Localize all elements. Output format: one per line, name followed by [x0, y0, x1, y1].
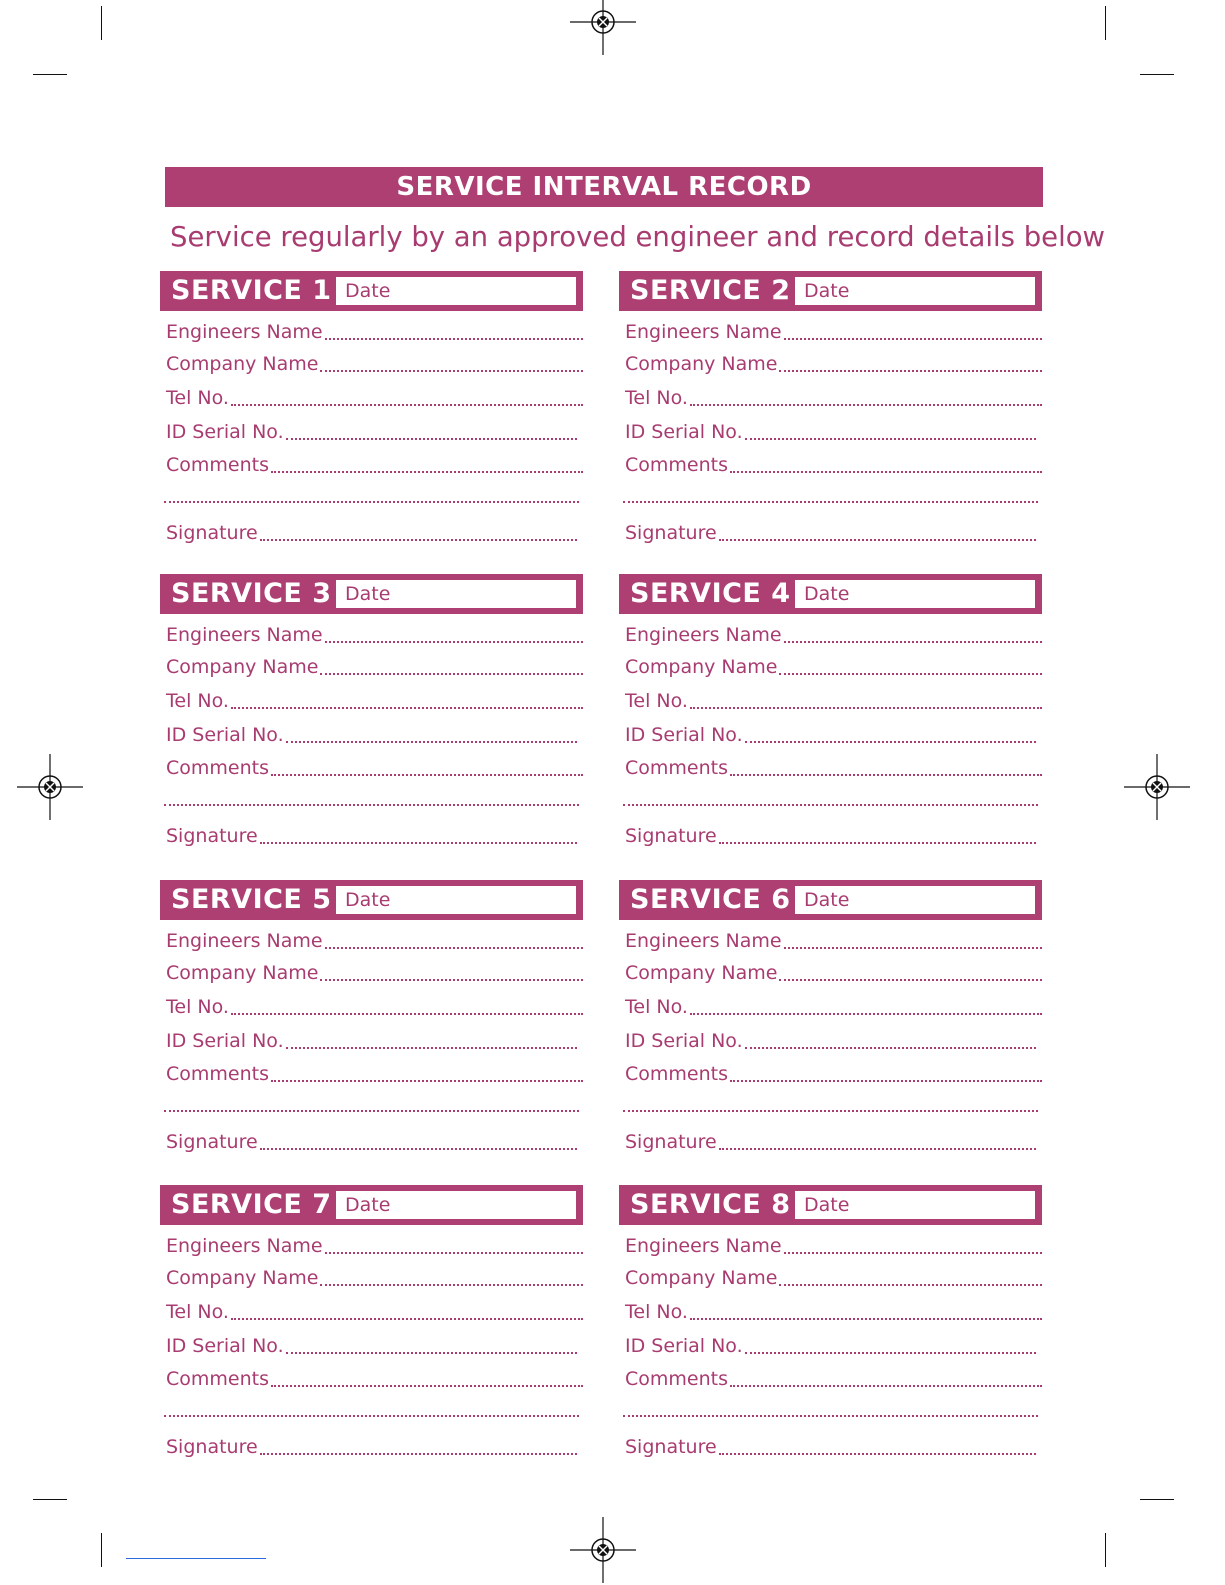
- company-name-field[interactable]: [625, 650, 1042, 680]
- company-name-field[interactable]: [625, 347, 1042, 377]
- comments-label: Comments: [166, 1063, 269, 1085]
- engineers-name-label: Engineers Name: [625, 624, 782, 646]
- comments-field[interactable]: [625, 1057, 1042, 1087]
- date-field[interactable]: [795, 277, 1035, 305]
- fill-line: [690, 1013, 1042, 1015]
- id-serial-no-field[interactable]: [625, 415, 1036, 445]
- fill-line: [286, 438, 577, 440]
- service-title: SERVICE 8: [630, 1189, 791, 1220]
- company-name-field[interactable]: [625, 956, 1042, 986]
- tel-no-field[interactable]: [166, 381, 583, 411]
- engineers-name-field[interactable]: [625, 618, 1042, 648]
- signature-field[interactable]: [166, 516, 577, 546]
- service-block-4: [619, 574, 1042, 864]
- fill-line: [320, 370, 583, 372]
- fill-line: [690, 1318, 1042, 1320]
- signature-label: Signature: [166, 825, 258, 847]
- fill-line: [784, 1252, 1042, 1254]
- service-block-2: [619, 271, 1042, 561]
- comments-label: Comments: [625, 1368, 728, 1390]
- id-serial-no-label: ID Serial No.: [625, 724, 743, 746]
- signature-field[interactable]: [166, 1430, 577, 1460]
- service-header: [619, 880, 1042, 920]
- id-serial-no-label: ID Serial No.: [166, 724, 284, 746]
- comments-extra-line[interactable]: [623, 1110, 1038, 1112]
- registration-mark-icon: [568, 0, 638, 57]
- date-field[interactable]: [336, 886, 576, 914]
- date-label: Date: [804, 280, 850, 302]
- engineers-name-field[interactable]: [625, 1229, 1042, 1259]
- engineers-name-field[interactable]: [166, 1229, 583, 1259]
- comments-label: Comments: [625, 1063, 728, 1085]
- date-field[interactable]: [795, 580, 1035, 608]
- fill-line: [779, 1284, 1042, 1286]
- date-label: Date: [345, 889, 391, 911]
- page-subtitle: Service regularly by an approved engineer and record details below: [170, 221, 1106, 253]
- id-serial-no-field[interactable]: [625, 1329, 1036, 1359]
- id-serial-no-field[interactable]: [166, 1329, 577, 1359]
- fill-line: [719, 842, 1036, 844]
- tel-no-field[interactable]: [166, 1295, 583, 1325]
- fill-line: [784, 338, 1042, 340]
- fill-line: [260, 539, 577, 541]
- fill-line: [320, 979, 583, 981]
- service-block-1: [160, 271, 583, 561]
- company-name-label: Company Name: [625, 962, 778, 984]
- fill-line: [325, 641, 583, 643]
- company-name-label: Company Name: [625, 656, 778, 678]
- signature-label: Signature: [166, 1131, 258, 1153]
- comments-field[interactable]: [625, 751, 1042, 781]
- comments-label: Comments: [625, 757, 728, 779]
- registration-mark-icon: [568, 1515, 638, 1585]
- date-field[interactable]: [336, 277, 576, 305]
- tel-no-field[interactable]: [625, 990, 1042, 1020]
- fill-line: [719, 539, 1036, 541]
- id-serial-no-label: ID Serial No.: [625, 1030, 743, 1052]
- signature-label: Signature: [625, 825, 717, 847]
- date-field[interactable]: [795, 886, 1035, 914]
- fill-line: [260, 842, 577, 844]
- id-serial-no-field[interactable]: [625, 1024, 1036, 1054]
- id-serial-no-label: ID Serial No.: [625, 421, 743, 443]
- registration-mark-icon: [1122, 752, 1192, 822]
- fill-line: [779, 979, 1042, 981]
- fill-line: [745, 1352, 1036, 1354]
- service-header: [160, 880, 583, 920]
- company-name-field[interactable]: [166, 347, 583, 377]
- fill-line: [719, 1148, 1036, 1150]
- signature-label: Signature: [625, 522, 717, 544]
- crop-mark: [33, 1499, 67, 1500]
- service-block-8: [619, 1185, 1042, 1475]
- fill-line: [325, 947, 583, 949]
- engineers-name-label: Engineers Name: [166, 1235, 323, 1257]
- signature-label: Signature: [166, 522, 258, 544]
- fill-line: [271, 774, 583, 776]
- service-block-6: [619, 880, 1042, 1170]
- engineers-name-field[interactable]: [166, 618, 583, 648]
- fill-line: [231, 1013, 583, 1015]
- service-header: [160, 1185, 583, 1225]
- comments-field[interactable]: [166, 1362, 583, 1392]
- comments-extra-line[interactable]: [164, 804, 579, 806]
- fill-line: [320, 673, 583, 675]
- fill-line: [271, 471, 583, 473]
- comments-field[interactable]: [166, 751, 583, 781]
- fill-line: [271, 1385, 583, 1387]
- company-name-label: Company Name: [625, 1267, 778, 1289]
- id-serial-no-label: ID Serial No.: [166, 421, 284, 443]
- comments-label: Comments: [166, 454, 269, 476]
- fill-line: [784, 947, 1042, 949]
- signature-label: Signature: [625, 1131, 717, 1153]
- tel-no-label: Tel No.: [625, 1301, 688, 1323]
- tel-no-label: Tel No.: [625, 996, 688, 1018]
- fill-line: [260, 1148, 577, 1150]
- fill-line: [286, 741, 577, 743]
- date-label: Date: [804, 1194, 850, 1216]
- date-field[interactable]: [336, 580, 576, 608]
- comments-extra-line[interactable]: [164, 501, 579, 503]
- registration-mark-icon: [15, 752, 85, 822]
- fill-line: [271, 1080, 583, 1082]
- fill-line: [690, 404, 1042, 406]
- comments-field[interactable]: [166, 448, 583, 478]
- company-name-field[interactable]: [166, 1261, 583, 1291]
- date-field[interactable]: [336, 1191, 576, 1219]
- fill-line: [320, 1284, 583, 1286]
- signature-field[interactable]: [625, 819, 1036, 849]
- date-label: Date: [804, 889, 850, 911]
- comments-label: Comments: [625, 454, 728, 476]
- date-label: Date: [804, 583, 850, 605]
- engineers-name-field[interactable]: [166, 315, 583, 345]
- id-serial-no-label: ID Serial No.: [166, 1030, 284, 1052]
- tel-no-label: Tel No.: [166, 996, 229, 1018]
- comments-extra-line[interactable]: [164, 1415, 579, 1417]
- engineers-name-label: Engineers Name: [625, 1235, 782, 1257]
- comments-label: Comments: [166, 1368, 269, 1390]
- fill-line: [325, 338, 583, 340]
- crop-mark: [1105, 6, 1106, 40]
- fill-line: [745, 1047, 1036, 1049]
- fill-line: [730, 1385, 1042, 1387]
- comments-field[interactable]: [625, 1362, 1042, 1392]
- service-title: SERVICE 2: [630, 275, 791, 306]
- tel-no-label: Tel No.: [166, 387, 229, 409]
- date-field[interactable]: [795, 1191, 1035, 1219]
- comments-field[interactable]: [625, 448, 1042, 478]
- service-header: [619, 1185, 1042, 1225]
- company-name-label: Company Name: [166, 353, 319, 375]
- company-name-label: Company Name: [625, 353, 778, 375]
- fill-line: [730, 1080, 1042, 1082]
- service-header: [160, 574, 583, 614]
- fill-line: [690, 707, 1042, 709]
- tel-no-label: Tel No.: [166, 1301, 229, 1323]
- crop-mark: [1105, 1533, 1106, 1567]
- signature-label: Signature: [625, 1436, 717, 1458]
- tel-no-label: Tel No.: [166, 690, 229, 712]
- signature-field[interactable]: [166, 1125, 577, 1155]
- engineers-name-field[interactable]: [625, 315, 1042, 345]
- comments-label: Comments: [166, 757, 269, 779]
- crop-mark: [1140, 74, 1174, 75]
- comments-field[interactable]: [166, 1057, 583, 1087]
- fill-line: [231, 404, 583, 406]
- engineers-name-field[interactable]: [625, 924, 1042, 954]
- engineers-name-label: Engineers Name: [166, 624, 323, 646]
- service-block-3: [160, 574, 583, 864]
- company-name-label: Company Name: [166, 962, 319, 984]
- engineers-name-label: Engineers Name: [166, 930, 323, 952]
- fill-line: [719, 1453, 1036, 1455]
- service-title: SERVICE 3: [171, 578, 332, 609]
- comments-extra-line[interactable]: [623, 1415, 1038, 1417]
- crop-mark: [101, 6, 102, 40]
- service-block-5: [160, 880, 583, 1170]
- crop-mark: [33, 74, 67, 75]
- fill-line: [260, 1453, 577, 1455]
- tel-no-field[interactable]: [166, 684, 583, 714]
- fill-line: [745, 741, 1036, 743]
- company-name-label: Company Name: [166, 656, 319, 678]
- fill-line: [231, 707, 583, 709]
- signature-field[interactable]: [625, 516, 1036, 546]
- id-serial-no-field[interactable]: [625, 718, 1036, 748]
- signature-field[interactable]: [625, 1430, 1036, 1460]
- link-underline: [126, 1558, 266, 1559]
- date-label: Date: [345, 1194, 391, 1216]
- id-serial-no-field[interactable]: [166, 415, 577, 445]
- date-label: Date: [345, 280, 391, 302]
- date-label: Date: [345, 583, 391, 605]
- engineers-name-label: Engineers Name: [625, 930, 782, 952]
- comments-extra-line[interactable]: [623, 804, 1038, 806]
- engineers-name-label: Engineers Name: [625, 321, 782, 343]
- fill-line: [231, 1318, 583, 1320]
- service-title: SERVICE 6: [630, 884, 791, 915]
- comments-extra-line[interactable]: [164, 1110, 579, 1112]
- fill-line: [784, 641, 1042, 643]
- fill-line: [286, 1047, 577, 1049]
- service-header: [160, 271, 583, 311]
- comments-extra-line[interactable]: [623, 501, 1038, 503]
- engineers-name-field[interactable]: [166, 924, 583, 954]
- crop-mark: [101, 1533, 102, 1567]
- id-serial-no-label: ID Serial No.: [625, 1335, 743, 1357]
- company-name-field[interactable]: [625, 1261, 1042, 1291]
- tel-no-field[interactable]: [625, 684, 1042, 714]
- page-title: SERVICE INTERVAL RECORD: [165, 167, 1043, 207]
- service-block-7: [160, 1185, 583, 1475]
- service-title: SERVICE 4: [630, 578, 791, 609]
- tel-no-field[interactable]: [166, 990, 583, 1020]
- signature-label: Signature: [166, 1436, 258, 1458]
- engineers-name-label: Engineers Name: [166, 321, 323, 343]
- tel-no-label: Tel No.: [625, 690, 688, 712]
- company-name-field[interactable]: [166, 956, 583, 986]
- id-serial-no-field[interactable]: [166, 1024, 577, 1054]
- tel-no-field[interactable]: [625, 381, 1042, 411]
- fill-line: [779, 370, 1042, 372]
- signature-field[interactable]: [166, 819, 577, 849]
- id-serial-no-label: ID Serial No.: [166, 1335, 284, 1357]
- fill-line: [730, 471, 1042, 473]
- crop-mark: [1140, 1499, 1174, 1500]
- service-header: [619, 574, 1042, 614]
- service-title: SERVICE 7: [171, 1189, 332, 1220]
- service-title: SERVICE 5: [171, 884, 332, 915]
- service-title: SERVICE 1: [171, 275, 332, 306]
- fill-line: [286, 1352, 577, 1354]
- signature-field[interactable]: [625, 1125, 1036, 1155]
- company-name-field[interactable]: [166, 650, 583, 680]
- tel-no-label: Tel No.: [625, 387, 688, 409]
- company-name-label: Company Name: [166, 1267, 319, 1289]
- id-serial-no-field[interactable]: [166, 718, 577, 748]
- fill-line: [779, 673, 1042, 675]
- fill-line: [745, 438, 1036, 440]
- service-header: [619, 271, 1042, 311]
- tel-no-field[interactable]: [625, 1295, 1042, 1325]
- fill-line: [325, 1252, 583, 1254]
- fill-line: [730, 774, 1042, 776]
